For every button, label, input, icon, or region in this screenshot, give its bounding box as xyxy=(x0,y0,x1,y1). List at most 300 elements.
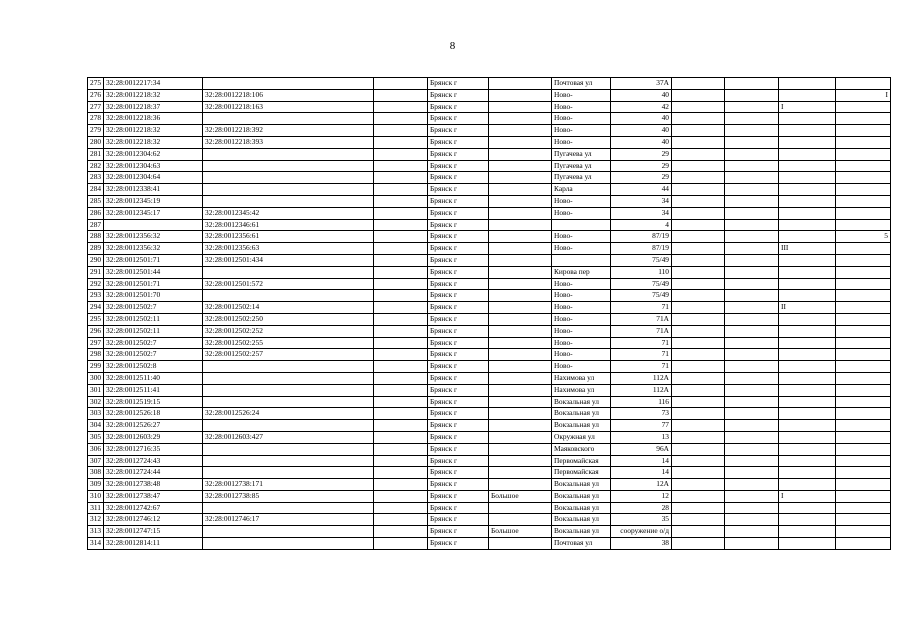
cell-col-10: II xyxy=(779,302,836,314)
cell-col-5 xyxy=(489,89,552,101)
cell-col-11 xyxy=(836,538,891,550)
cell-col-5 xyxy=(489,231,552,243)
cell-col-8 xyxy=(672,136,725,148)
cell-col-10: I xyxy=(779,101,836,113)
cell-col-9 xyxy=(725,337,779,349)
cell-col-11 xyxy=(836,361,891,373)
table-row xyxy=(88,361,891,373)
cell-col-5 xyxy=(489,420,552,432)
cell-cadastral-number: 32:28:0012501:70 xyxy=(104,290,203,302)
cell-street: Пугачева ул xyxy=(552,160,611,172)
cell-street: Ново- xyxy=(552,113,611,125)
cell-col-5 xyxy=(489,349,552,361)
cell-street: Ново- xyxy=(552,243,611,255)
cell-cadastral-number-2: 32:28:0012738:85 xyxy=(203,490,374,502)
table-row xyxy=(88,278,891,290)
cell-cadastral-number: 32:28:0012502:7 xyxy=(104,337,203,349)
cell-col-5 xyxy=(489,325,552,337)
cell-col-10 xyxy=(779,125,836,137)
cell-col-3 xyxy=(374,526,428,538)
cell-city: Брянск г xyxy=(428,278,489,290)
table-row xyxy=(88,455,891,467)
cell-cadastral-number: 32:28:0012218:32 xyxy=(104,125,203,137)
cell-street: Маяковского xyxy=(552,443,611,455)
cell-row-number: 290 xyxy=(88,254,104,266)
table-row xyxy=(88,490,891,502)
cell-col-3 xyxy=(374,420,428,432)
cell-col-9 xyxy=(725,172,779,184)
cell-col-9 xyxy=(725,243,779,255)
cell-col-8 xyxy=(672,231,725,243)
cell-col-8 xyxy=(672,443,725,455)
cell-col-10 xyxy=(779,526,836,538)
cell-street: Ново- xyxy=(552,325,611,337)
cell-col-8 xyxy=(672,266,725,278)
registry-rows xyxy=(88,78,891,550)
cell-cadastral-number-2: 32:28:0012502:255 xyxy=(203,337,374,349)
cell-street: Ново- xyxy=(552,302,611,314)
cell-house: 71А xyxy=(611,313,672,325)
cell-house: 96А xyxy=(611,443,672,455)
cell-cadastral-number: 32:28:0012502:11 xyxy=(104,313,203,325)
cell-col-5 xyxy=(489,136,552,148)
cell-col-5 xyxy=(489,431,552,443)
cell-street: Ново- xyxy=(552,101,611,113)
cell-cadastral-number-2 xyxy=(203,396,374,408)
table-row xyxy=(88,408,891,420)
cell-street: Первомайская xyxy=(552,467,611,479)
cell-cadastral-number: 32:28:0012218:32 xyxy=(104,89,203,101)
cell-cadastral-number: 32:28:0012502:8 xyxy=(104,361,203,373)
cell-cadastral-number: 32:28:0012502:7 xyxy=(104,349,203,361)
cell-house: 44 xyxy=(611,184,672,196)
table-row xyxy=(88,78,891,90)
cell-row-number: 275 xyxy=(88,78,104,90)
cell-row-number: 281 xyxy=(88,148,104,160)
cell-col-8 xyxy=(672,384,725,396)
cell-col-5 xyxy=(489,148,552,160)
cell-cadastral-number: 32:28:0012356:32 xyxy=(104,243,203,255)
cell-house: 75/49 xyxy=(611,290,672,302)
page-number: 8 xyxy=(449,40,456,52)
cell-col-10: I xyxy=(779,490,836,502)
table-row xyxy=(88,420,891,432)
table-row xyxy=(88,125,891,137)
cell-house: 14 xyxy=(611,467,672,479)
cell-col-11 xyxy=(836,526,891,538)
cell-col-5 xyxy=(489,290,552,302)
cell-city: Брянск г xyxy=(428,172,489,184)
cell-col-3 xyxy=(374,538,428,550)
cell-city: Брянск г xyxy=(428,290,489,302)
cell-cadastral-number: 32:28:0012511:41 xyxy=(104,384,203,396)
cell-house: 75/49 xyxy=(611,278,672,290)
table-row xyxy=(88,538,891,550)
cell-cadastral-number: 32:28:0012603:29 xyxy=(104,431,203,443)
cell-col-5 xyxy=(489,372,552,384)
cell-cadastral-number-2: 32:28:0012218:106 xyxy=(203,89,374,101)
cell-city: Брянск г xyxy=(428,160,489,172)
cell-col-5 xyxy=(489,479,552,491)
table-row xyxy=(88,195,891,207)
cell-col-11 xyxy=(836,254,891,266)
cell-street: Вокзальная ул xyxy=(552,490,611,502)
cell-row-number: 293 xyxy=(88,290,104,302)
cell-city: Брянск г xyxy=(428,195,489,207)
cell-city: Брянск г xyxy=(428,349,489,361)
cell-row-number: 304 xyxy=(88,420,104,432)
cell-cadastral-number-2 xyxy=(203,113,374,125)
cell-house: 34 xyxy=(611,195,672,207)
cell-col-11 xyxy=(836,160,891,172)
cell-col-5 xyxy=(489,384,552,396)
cell-col-8 xyxy=(672,207,725,219)
cell-cadastral-number-2: 32:28:0012603:427 xyxy=(203,431,374,443)
cell-house: 71 xyxy=(611,361,672,373)
cell-cadastral-number: 32:28:0012501:44 xyxy=(104,266,203,278)
cell-house: 77 xyxy=(611,420,672,432)
cell-cadastral-number-2 xyxy=(203,502,374,514)
cell-col-9 xyxy=(725,479,779,491)
cell-city: Брянск г xyxy=(428,89,489,101)
cell-house: 35 xyxy=(611,514,672,526)
cell-col-10 xyxy=(779,408,836,420)
cell-col-5 xyxy=(489,337,552,349)
cell-col-8 xyxy=(672,172,725,184)
cell-row-number: 309 xyxy=(88,479,104,491)
cell-city: Брянск г xyxy=(428,113,489,125)
cell-col-3 xyxy=(374,195,428,207)
cell-col-11 xyxy=(836,396,891,408)
cell-col-10 xyxy=(779,455,836,467)
cell-col-11 xyxy=(836,195,891,207)
cell-col-5: Большое xyxy=(489,526,552,538)
cell-street: Нахимова ул xyxy=(552,372,611,384)
cell-col-5 xyxy=(489,207,552,219)
cell-cadastral-number: 32:28:0012746:12 xyxy=(104,514,203,526)
cell-col-11 xyxy=(836,455,891,467)
cell-col-8 xyxy=(672,361,725,373)
cell-city: Брянск г xyxy=(428,207,489,219)
cell-col-8 xyxy=(672,313,725,325)
cell-city: Брянск г xyxy=(428,266,489,278)
cell-col-8 xyxy=(672,89,725,101)
cell-row-number: 303 xyxy=(88,408,104,420)
cell-col-11 xyxy=(836,219,891,231)
cell-col-3 xyxy=(374,361,428,373)
cell-city: Брянск г xyxy=(428,420,489,432)
cell-col-9 xyxy=(725,396,779,408)
cell-col-3 xyxy=(374,219,428,231)
cell-row-number: 300 xyxy=(88,372,104,384)
cell-cadastral-number-2 xyxy=(203,172,374,184)
cell-house: 14 xyxy=(611,455,672,467)
cell-col-11 xyxy=(836,184,891,196)
cell-house: 12А xyxy=(611,479,672,491)
cell-col-11 xyxy=(836,101,891,113)
cell-col-11 xyxy=(836,125,891,137)
cell-row-number: 276 xyxy=(88,89,104,101)
table-row xyxy=(88,101,891,113)
cell-cadastral-number-2: 32:28:0012218:392 xyxy=(203,125,374,137)
cell-col-3 xyxy=(374,408,428,420)
cell-col-10 xyxy=(779,207,836,219)
cell-col-8 xyxy=(672,514,725,526)
cell-col-9 xyxy=(725,361,779,373)
cell-cadastral-number-2: 32:28:0012502:250 xyxy=(203,313,374,325)
cell-col-8 xyxy=(672,455,725,467)
cell-row-number: 288 xyxy=(88,231,104,243)
cell-col-8 xyxy=(672,420,725,432)
cell-col-8 xyxy=(672,195,725,207)
cell-row-number: 311 xyxy=(88,502,104,514)
cell-house: 71А xyxy=(611,325,672,337)
table-row xyxy=(88,325,891,337)
cell-col-5 xyxy=(489,313,552,325)
cell-row-number: 279 xyxy=(88,125,104,137)
cell-col-10 xyxy=(779,325,836,337)
cell-house: 71 xyxy=(611,349,672,361)
cell-col-3 xyxy=(374,302,428,314)
cell-city: Брянск г xyxy=(428,431,489,443)
cell-col-5 xyxy=(489,455,552,467)
cell-cadastral-number: 32:28:0012304:64 xyxy=(104,172,203,184)
cell-street: Вокзальная ул xyxy=(552,479,611,491)
cell-col-5 xyxy=(489,101,552,113)
cell-street xyxy=(552,254,611,266)
cell-col-5 xyxy=(489,78,552,90)
cell-cadastral-number: 32:28:0012814:11 xyxy=(104,538,203,550)
cell-row-number: 286 xyxy=(88,207,104,219)
cell-col-5 xyxy=(489,113,552,125)
cell-street: Ново- xyxy=(552,195,611,207)
cell-col-10 xyxy=(779,514,836,526)
cell-col-5 xyxy=(489,266,552,278)
cell-row-number: 287 xyxy=(88,219,104,231)
table-row xyxy=(88,313,891,325)
cell-row-number: 305 xyxy=(88,431,104,443)
cell-col-10 xyxy=(779,136,836,148)
cell-cadastral-number-2: 32:28:0012501:572 xyxy=(203,278,374,290)
cell-city: Брянск г xyxy=(428,408,489,420)
table-row xyxy=(88,184,891,196)
cell-col-9 xyxy=(725,455,779,467)
cell-col-10 xyxy=(779,219,836,231)
cell-col-8 xyxy=(672,113,725,125)
cell-city: Брянск г xyxy=(428,302,489,314)
cell-house: 29 xyxy=(611,148,672,160)
cell-col-3 xyxy=(374,502,428,514)
cell-city: Брянск г xyxy=(428,479,489,491)
cell-col-3 xyxy=(374,337,428,349)
cell-col-3 xyxy=(374,514,428,526)
cell-col-8 xyxy=(672,538,725,550)
cell-col-5 xyxy=(489,184,552,196)
cell-street: Пугачева ул xyxy=(552,148,611,160)
cell-city: Брянск г xyxy=(428,467,489,479)
cell-street xyxy=(552,219,611,231)
cell-col-9 xyxy=(725,231,779,243)
cell-cadastral-number-2 xyxy=(203,372,374,384)
cell-col-8 xyxy=(672,372,725,384)
cell-col-11 xyxy=(836,243,891,255)
cell-col-10 xyxy=(779,502,836,514)
cell-street: Ново- xyxy=(552,349,611,361)
cell-col-3 xyxy=(374,78,428,90)
table-row xyxy=(88,266,891,278)
cell-col-8 xyxy=(672,467,725,479)
cell-col-10 xyxy=(779,172,836,184)
cell-col-3 xyxy=(374,160,428,172)
registry-table xyxy=(87,77,891,550)
cell-cadastral-number: 32:28:0012526:27 xyxy=(104,420,203,432)
cell-col-9 xyxy=(725,431,779,443)
cell-cadastral-number-2 xyxy=(203,78,374,90)
cell-row-number: 299 xyxy=(88,361,104,373)
cell-col-3 xyxy=(374,313,428,325)
cell-city: Брянск г xyxy=(428,231,489,243)
cell-col-11 xyxy=(836,325,891,337)
cell-col-10 xyxy=(779,160,836,172)
cell-cadastral-number-2 xyxy=(203,184,374,196)
cell-col-5 xyxy=(489,408,552,420)
cell-col-10 xyxy=(779,467,836,479)
cell-row-number: 312 xyxy=(88,514,104,526)
cell-cadastral-number: 32:28:0012526:18 xyxy=(104,408,203,420)
cell-col-3 xyxy=(374,479,428,491)
cell-cadastral-number-2: 32:28:0012356:61 xyxy=(203,231,374,243)
cell-col-8 xyxy=(672,396,725,408)
cell-city: Брянск г xyxy=(428,372,489,384)
cell-row-number: 284 xyxy=(88,184,104,196)
cell-house: 112А xyxy=(611,384,672,396)
cell-col-11 xyxy=(836,290,891,302)
cell-cadastral-number-2 xyxy=(203,443,374,455)
cell-house: 40 xyxy=(611,113,672,125)
cell-house: сооружение o/д xyxy=(611,526,672,538)
cell-col-8 xyxy=(672,302,725,314)
cell-cadastral-number-2 xyxy=(203,538,374,550)
cell-city: Брянск г xyxy=(428,219,489,231)
cell-street: Карла xyxy=(552,184,611,196)
cell-col-8 xyxy=(672,219,725,231)
cell-cadastral-number-2 xyxy=(203,361,374,373)
cell-cadastral-number: 32:28:0012217:34 xyxy=(104,78,203,90)
cell-col-9 xyxy=(725,113,779,125)
cell-col-9 xyxy=(725,219,779,231)
cell-house: 28 xyxy=(611,502,672,514)
cell-house: 116 xyxy=(611,396,672,408)
cell-cadastral-number-2 xyxy=(203,290,374,302)
cell-col-5 xyxy=(489,219,552,231)
cell-col-5 xyxy=(489,361,552,373)
cell-street: Почтовая ул xyxy=(552,538,611,550)
cell-col-9 xyxy=(725,372,779,384)
cell-col-3 xyxy=(374,101,428,113)
cell-col-9 xyxy=(725,502,779,514)
cell-col-8 xyxy=(672,502,725,514)
cell-col-11 xyxy=(836,431,891,443)
cell-street: Вокзальная ул xyxy=(552,502,611,514)
cell-row-number: 289 xyxy=(88,243,104,255)
cell-col-5 xyxy=(489,254,552,266)
cell-col-3 xyxy=(374,136,428,148)
cell-row-number: 302 xyxy=(88,396,104,408)
cell-col-11 xyxy=(836,372,891,384)
cell-col-8 xyxy=(672,160,725,172)
cell-city: Брянск г xyxy=(428,490,489,502)
cell-street: Ново- xyxy=(552,337,611,349)
cell-col-9 xyxy=(725,278,779,290)
cell-col-9 xyxy=(725,408,779,420)
table-row xyxy=(88,243,891,255)
cell-col-10 xyxy=(779,479,836,491)
cell-cadastral-number: 32:28:0012338:41 xyxy=(104,184,203,196)
cell-cadastral-number: 32:28:0012345:19 xyxy=(104,195,203,207)
cell-street: Ново- xyxy=(552,207,611,219)
cell-street: Вокзальная ул xyxy=(552,420,611,432)
cell-col-9 xyxy=(725,78,779,90)
cell-col-11 xyxy=(836,420,891,432)
cell-col-3 xyxy=(374,231,428,243)
cell-cadastral-number-2: 32:28:0012746:17 xyxy=(203,514,374,526)
table-row xyxy=(88,349,891,361)
cell-col-5: Большое xyxy=(489,490,552,502)
cell-col-10 xyxy=(779,538,836,550)
cell-house: 87/19 xyxy=(611,231,672,243)
cell-cadastral-number-2 xyxy=(203,148,374,160)
cell-cadastral-number: 32:28:0012738:48 xyxy=(104,479,203,491)
cell-cadastral-number-2 xyxy=(203,160,374,172)
cell-row-number: 306 xyxy=(88,443,104,455)
cell-city: Брянск г xyxy=(428,184,489,196)
cell-col-9 xyxy=(725,101,779,113)
cell-col-8 xyxy=(672,278,725,290)
cell-street: Ново- xyxy=(552,290,611,302)
cell-house: 34 xyxy=(611,207,672,219)
cell-cadastral-number-2: 32:28:0012502:14 xyxy=(203,302,374,314)
cell-row-number: 295 xyxy=(88,313,104,325)
cell-cadastral-number-2 xyxy=(203,420,374,432)
cell-cadastral-number-2: 32:28:0012502:252 xyxy=(203,325,374,337)
table-row xyxy=(88,254,891,266)
cell-col-5 xyxy=(489,443,552,455)
cell-row-number: 308 xyxy=(88,467,104,479)
cell-col-8 xyxy=(672,490,725,502)
cell-col-5 xyxy=(489,243,552,255)
cell-col-3 xyxy=(374,243,428,255)
cell-col-9 xyxy=(725,266,779,278)
cell-col-8 xyxy=(672,337,725,349)
cell-city: Брянск г xyxy=(428,243,489,255)
cell-col-11 xyxy=(836,443,891,455)
cell-col-10 xyxy=(779,290,836,302)
table-row xyxy=(88,113,891,125)
cell-col-8 xyxy=(672,325,725,337)
cell-col-5 xyxy=(489,172,552,184)
cell-col-9 xyxy=(725,313,779,325)
cell-col-9 xyxy=(725,514,779,526)
cell-col-10 xyxy=(779,148,836,160)
cell-cadastral-number: 32:28:0012304:63 xyxy=(104,160,203,172)
cell-city: Брянск г xyxy=(428,313,489,325)
table-row xyxy=(88,172,891,184)
cell-house: 112А xyxy=(611,372,672,384)
cell-col-10 xyxy=(779,431,836,443)
cell-house: 40 xyxy=(611,125,672,137)
cell-row-number: 285 xyxy=(88,195,104,207)
cell-street: Ново- xyxy=(552,136,611,148)
